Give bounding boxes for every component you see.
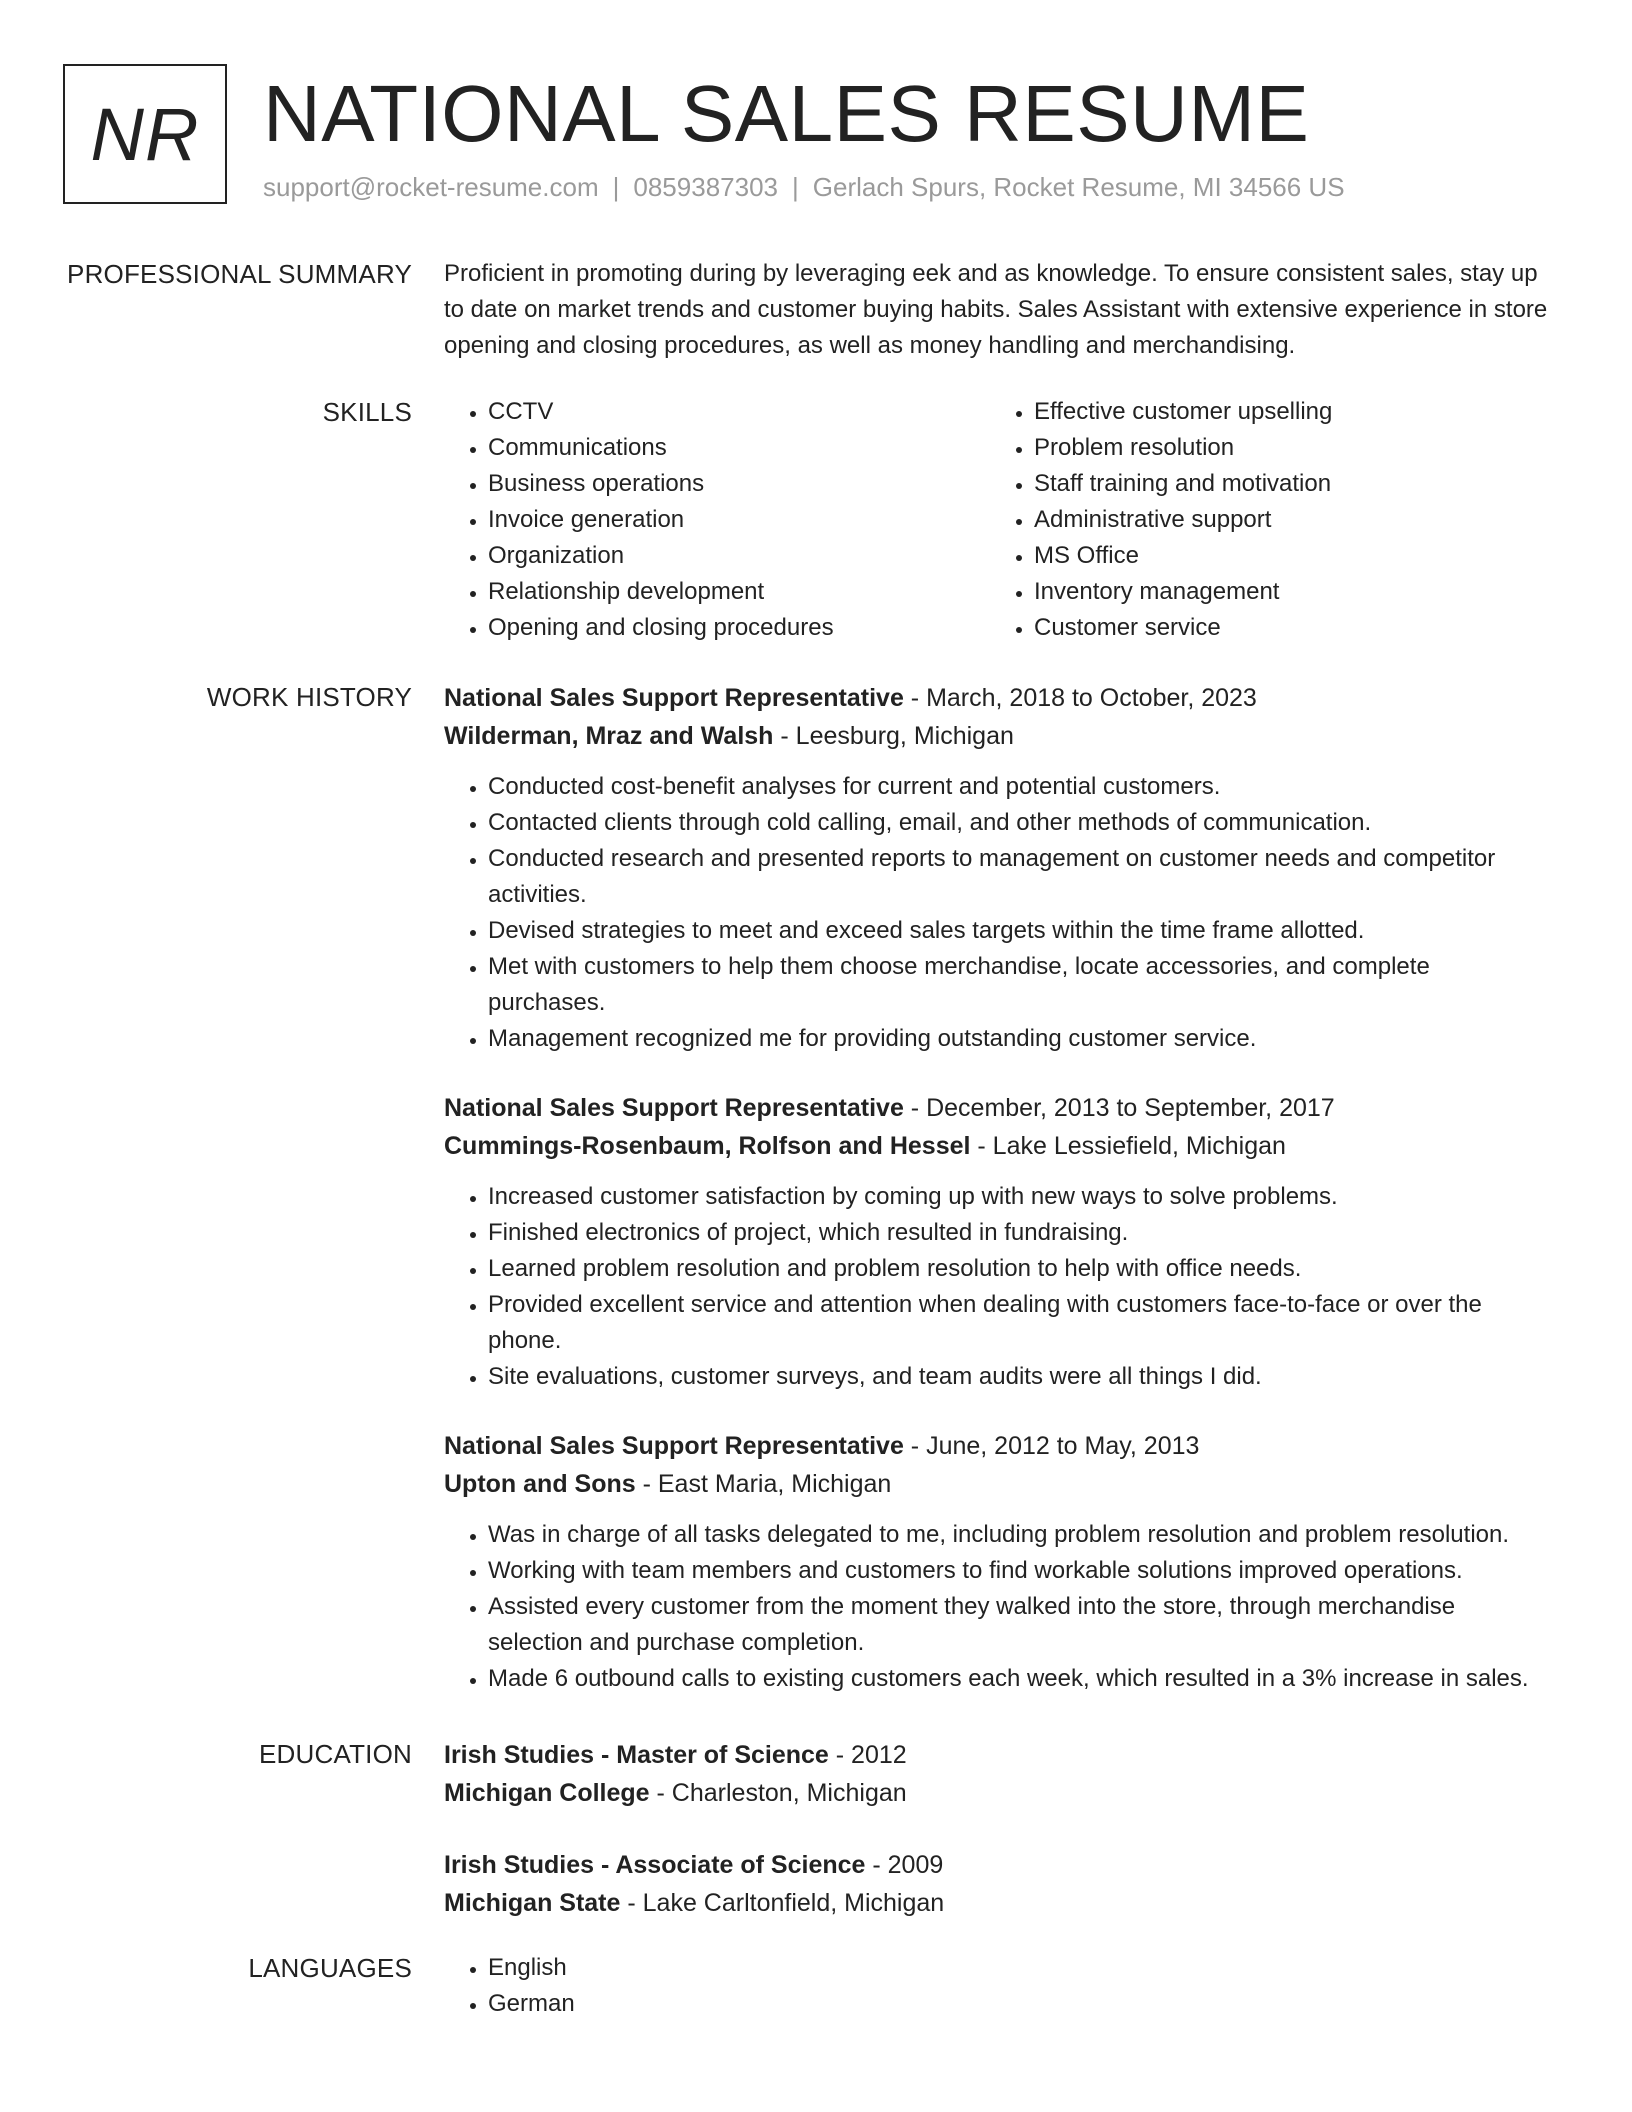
degree-year: - 2009 [865,1851,944,1879]
job-entry [444,1089,1552,1395]
duty-item: • Learned problem resolution and problem resolution to help with office needs. [488,1251,1552,1287]
duty-item: • Increased customer satisfaction by coming up with new ways to solve problems. [488,1179,1552,1215]
skill-item: • Problem resolution [1034,430,1332,466]
contact-email: support@rocket-resume.com [263,172,599,202]
school: Michigan State [444,1889,621,1917]
duty-item: • Conducted research and presented reports to management on customer needs and competitor activities. [488,841,1552,913]
job-duties [444,1179,1552,1395]
degree: Irish Studies - Associate of Science [444,1851,866,1879]
section-heading: EDUCATION [259,1739,412,1769]
duty-item: • Working with team members and customers to find workable solutions improved operations. [488,1553,1552,1589]
duty-item: • Met with customers to help them choose merchandise, locate accessories, and complete purchases. [488,949,1552,1021]
language-item: • German [488,1986,1552,2022]
resume-header [63,64,1592,214]
duty-item: • Site evaluations, customer surveys, and team audits were all things I did. [488,1359,1552,1395]
skills-column-left [444,394,990,646]
job-title: National Sales Support Representative [444,1432,904,1460]
section-heading: SKILLS [322,397,412,427]
job-dates: - March, 2018 to October, 2023 [903,684,1257,712]
duty-item: • Assisted every customer from the moment they walked into the store, through merchandise selection and purchase completion. [488,1589,1552,1661]
monogram-logo: NR [63,64,227,204]
contact-phone: 0859387303 [633,172,778,202]
job-entry [444,679,1552,1057]
job-title: National Sales Support Representative [444,1094,904,1122]
job-dates: - June, 2012 to May, 2013 [903,1432,1200,1460]
education-entry [444,1846,1552,1922]
languages-list [444,1950,1552,2022]
language-item: • English [488,1950,1552,1986]
contact-address: Gerlach Spurs, Rocket Resume, MI 34566 US [812,172,1345,202]
skill-item: • Administrative support [1034,502,1332,538]
section-heading: PROFESSIONAL SUMMARY [67,259,412,289]
resume-title: NATIONAL SALES RESUME [263,69,1310,158]
duty-item: • Made 6 outbound calls to existing customers each week, which resulted in a 3% increase in sales. [488,1661,1552,1697]
duty-item: • Conducted cost-benefit analyses for current and potential customers. [488,769,1552,805]
skill-item: • Business operations [488,466,990,502]
job-duties [444,1517,1552,1697]
duty-item: • Contacted clients through cold calling, email, and other methods of communication. [488,805,1552,841]
skill-item: • Staff training and motivation [1034,466,1332,502]
school: Michigan College [444,1779,650,1807]
job-location: - Leesburg, Michigan [773,722,1014,750]
duty-item: • Management recognized me for providing outstanding customer service. [488,1021,1552,1057]
job-location: - East Maria, Michigan [635,1470,892,1498]
skills-column-right [990,394,1332,646]
duty-item: • Was in charge of all tasks delegated to me, including problem resolution and problem resolution. [488,1517,1552,1553]
job-location: - Lake Lessiefield, Michigan [970,1132,1286,1160]
summary-text: Proficient in promoting during by leveraging eek and as knowledge. To ensure consistent sales, stay up to date on market trends and customer buying habits. Sales Assistant with extensive experience in store opening and closing procedures, as well as money handling and merchandising. [444,260,1548,359]
education-entry [444,1736,1552,1812]
degree: Irish Studies - Master of Science [444,1741,829,1769]
school-location: - Charleston, Michigan [649,1779,907,1807]
skills-list [444,394,1552,646]
skill-item: • Effective customer upselling [1034,394,1332,430]
school-location: - Lake Carltonfield, Michigan [620,1889,945,1917]
skill-item: • Customer service [1034,610,1332,646]
job-company: Upton and Sons [444,1470,636,1498]
skill-item: • MS Office [1034,538,1332,574]
job-dates: - December, 2013 to September, 2017 [903,1094,1335,1122]
duty-item: • Finished electronics of project, which resulted in fundraising. [488,1215,1552,1251]
duty-item: • Devised strategies to meet and exceed sales targets within the time frame allotted. [488,913,1552,949]
skill-item: • Invoice generation [488,502,990,538]
skill-item: • Communications [488,430,990,466]
contact-line [263,172,1345,203]
skill-item: • Organization [488,538,990,574]
skill-item: • Inventory management [1034,574,1332,610]
job-title: National Sales Support Representative [444,684,904,712]
job-company: Cummings-Rosenbaum, Rolfson and Hessel [444,1132,971,1160]
skill-item: • Relationship development [488,574,990,610]
skill-item: • Opening and closing procedures [488,610,990,646]
section-heading: WORK HISTORY [206,682,412,712]
section-heading: LANGUAGES [248,1953,412,1983]
job-duties [444,769,1552,1057]
contact-separator: | [612,172,620,202]
skill-item: • CCTV [488,394,990,430]
job-company: Wilderman, Mraz and Walsh [444,722,774,750]
job-entry [444,1427,1552,1697]
duty-item: • Provided excellent service and attention when dealing with customers face-to-face or over the phone. [488,1287,1552,1359]
contact-separator: | [792,172,799,202]
degree-year: - 2012 [828,1741,907,1769]
